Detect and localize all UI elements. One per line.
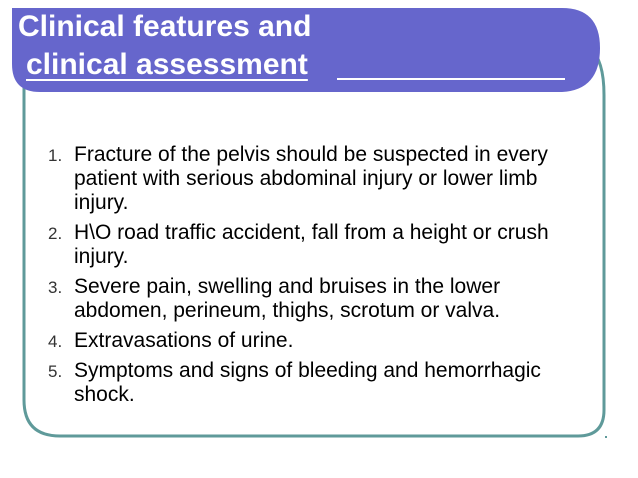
list-number: 2. — [48, 224, 63, 243]
list-text: Symptoms and signs of bleeding and hemorrhagic shock. — [74, 359, 541, 406]
list-item — [48, 359, 588, 407]
list-number: 4. — [48, 332, 63, 351]
list-number: 5. — [48, 362, 63, 381]
list-number: 3. — [48, 278, 63, 297]
list-text: Extravasations of urine. — [74, 329, 294, 352]
list-text: H\O road traffic accident, fall from a height or crush injury. — [74, 221, 549, 268]
list-text: Severe pain, swelling and bruises in the lower abdomen, perineum, thighs, scrotum or valva. — [74, 275, 501, 322]
list-item — [48, 143, 588, 215]
corner-mark — [605, 436, 607, 438]
list-number: 1. — [48, 146, 63, 165]
title-line-2: clinical assessment — [26, 48, 308, 81]
list-item — [48, 221, 588, 269]
bullet-list — [48, 143, 588, 413]
title-line-1: Clinical features and — [18, 10, 312, 43]
list-text: Fracture of the pelvis should be suspected in every patient with serious abdominal injury or lower limb injury. — [74, 143, 548, 214]
list-item — [48, 329, 588, 353]
title-underline — [337, 78, 565, 80]
list-item — [48, 275, 588, 323]
slide-title — [18, 8, 618, 84]
